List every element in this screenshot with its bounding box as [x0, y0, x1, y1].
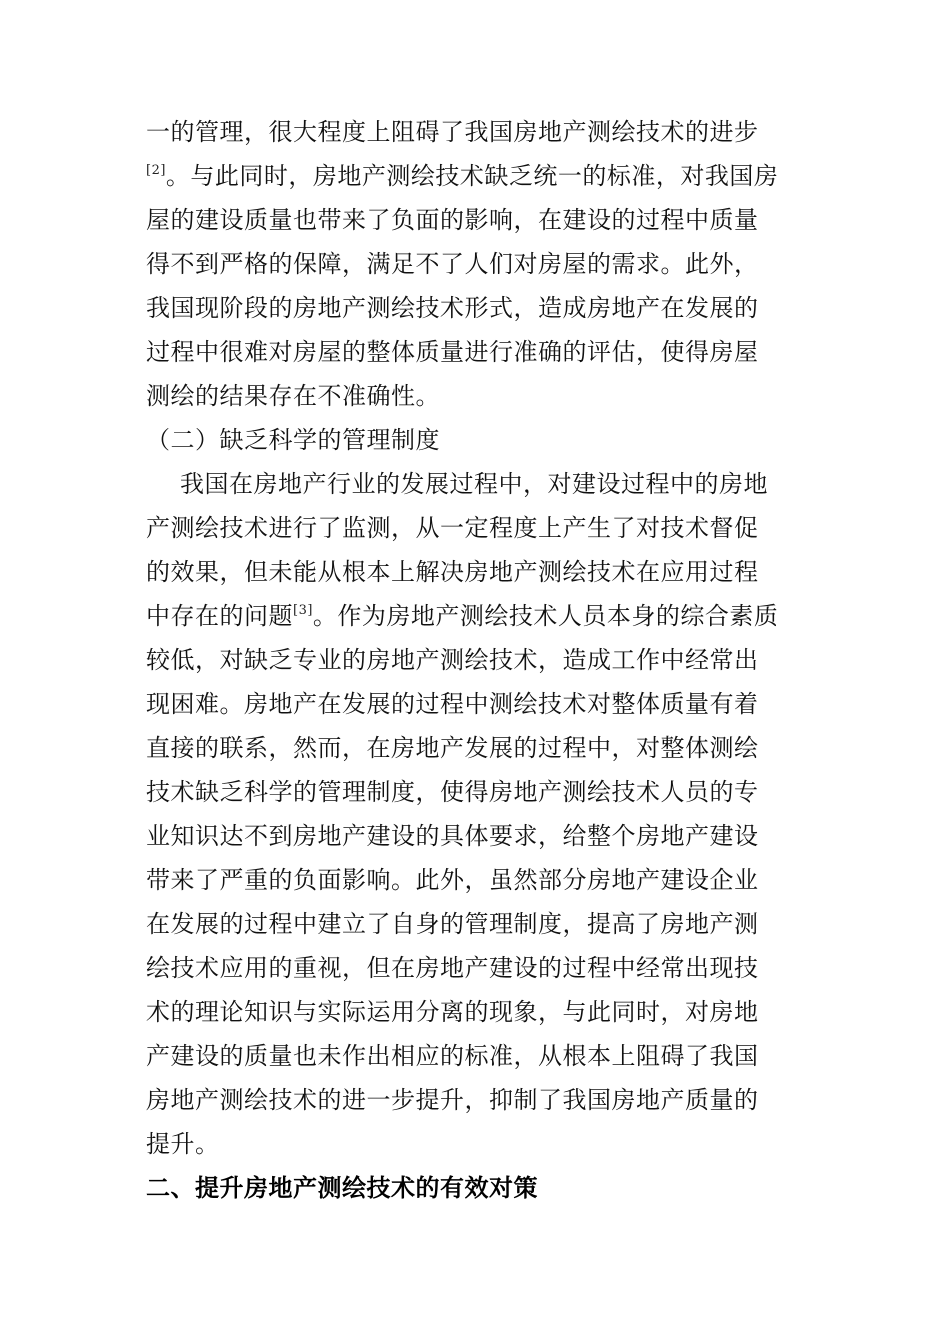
line-text: 过程中很难对房屋的整体质量进行准确的评估，使得房屋 — [146, 338, 759, 366]
line-text: 中存在的问题 — [146, 602, 293, 630]
citation-marker: [2] — [146, 163, 166, 178]
text-line — [146, 728, 826, 768]
text-line — [146, 376, 826, 416]
section-heading — [146, 1168, 826, 1208]
line-text: 在发展的过程中建立了自身的管理制度，提高了房地产测 — [146, 910, 759, 938]
text-line — [146, 156, 826, 196]
text-line — [146, 596, 826, 636]
text-line — [146, 200, 826, 240]
text-line — [146, 860, 826, 900]
line-text: 产测绘技术进行了监测，从一定程度上产生了对技术督促 — [146, 514, 759, 542]
text-line — [146, 816, 826, 856]
text-line — [146, 1080, 826, 1120]
text-line — [146, 332, 826, 372]
line-text: 绘技术应用的重视，但在房地产建设的过程中经常出现技 — [146, 954, 759, 982]
text-line — [146, 904, 826, 944]
line-text: 房地产测绘技术的进一步提升，抑制了我国房地产质量的 — [146, 1086, 759, 1114]
text-line — [146, 552, 826, 592]
text-line — [146, 244, 826, 284]
text-line — [146, 1124, 826, 1164]
line-text: 测绘的结果存在不准确性。 — [146, 382, 440, 410]
line-text: 。与此同时，房地产测绘技术缺乏统一的标准，对我国房 — [165, 162, 779, 190]
line-text: 术的理论知识与实际运用分离的现象，与此同时，对房地 — [146, 998, 759, 1026]
heading-text: 二、提升房地产测绘技术的有效对策 — [146, 1174, 538, 1202]
text-line — [180, 464, 860, 504]
line-text: 产建设的质量也未作出相应的标准，从根本上阻碍了我国 — [146, 1042, 759, 1070]
text-line — [146, 948, 826, 988]
text-line — [146, 288, 826, 328]
line-text: 一的管理，很大程度上阻碍了我国房地产测绘技术的进步 — [146, 118, 759, 146]
text-line — [146, 1036, 826, 1076]
line-text: 得不到严格的保障，满足不了人们对房屋的需求。此外， — [146, 250, 759, 278]
text-line — [146, 640, 826, 680]
line-text: 屋的建设质量也带来了负面的影响，在建设的过程中质量 — [146, 206, 759, 234]
text-line — [146, 992, 826, 1032]
text-line — [146, 112, 826, 152]
line-text: 我国现阶段的房地产测绘技术形式，造成房地产在发展的 — [146, 294, 759, 322]
text-line — [146, 684, 826, 724]
section-subheading — [146, 420, 826, 460]
citation-marker: [3] — [293, 603, 313, 618]
line-text: 提升。 — [146, 1130, 220, 1158]
text-line — [146, 508, 826, 548]
text-line — [146, 772, 826, 812]
line-text: 业知识达不到房地产建设的具体要求，给整个房地产建设 — [146, 822, 759, 850]
line-text: 我国在房地产行业的发展过程中，对建设过程中的房地 — [180, 470, 768, 498]
line-text: 。作为房地产测绘技术人员本身的综合素质 — [312, 602, 779, 630]
line-text: 较低，对缺乏专业的房地产测绘技术，造成工作中经常出 — [146, 646, 759, 674]
line-text: 直接的联系，然而，在房地产发展的过程中，对整体测绘 — [146, 734, 759, 762]
subheading-text: （二）缺乏科学的管理制度 — [146, 426, 440, 454]
line-text: 带来了严重的负面影响。此外，虽然部分房地产建设企业 — [146, 866, 759, 894]
line-text: 的效果，但未能从根本上解决房地产测绘技术在应用过程 — [146, 558, 759, 586]
line-text: 现困难。房地产在发展的过程中测绘技术对整体质量有着 — [146, 690, 759, 718]
line-text: 技术缺乏科学的管理制度，使得房地产测绘技术人员的专 — [146, 778, 759, 806]
